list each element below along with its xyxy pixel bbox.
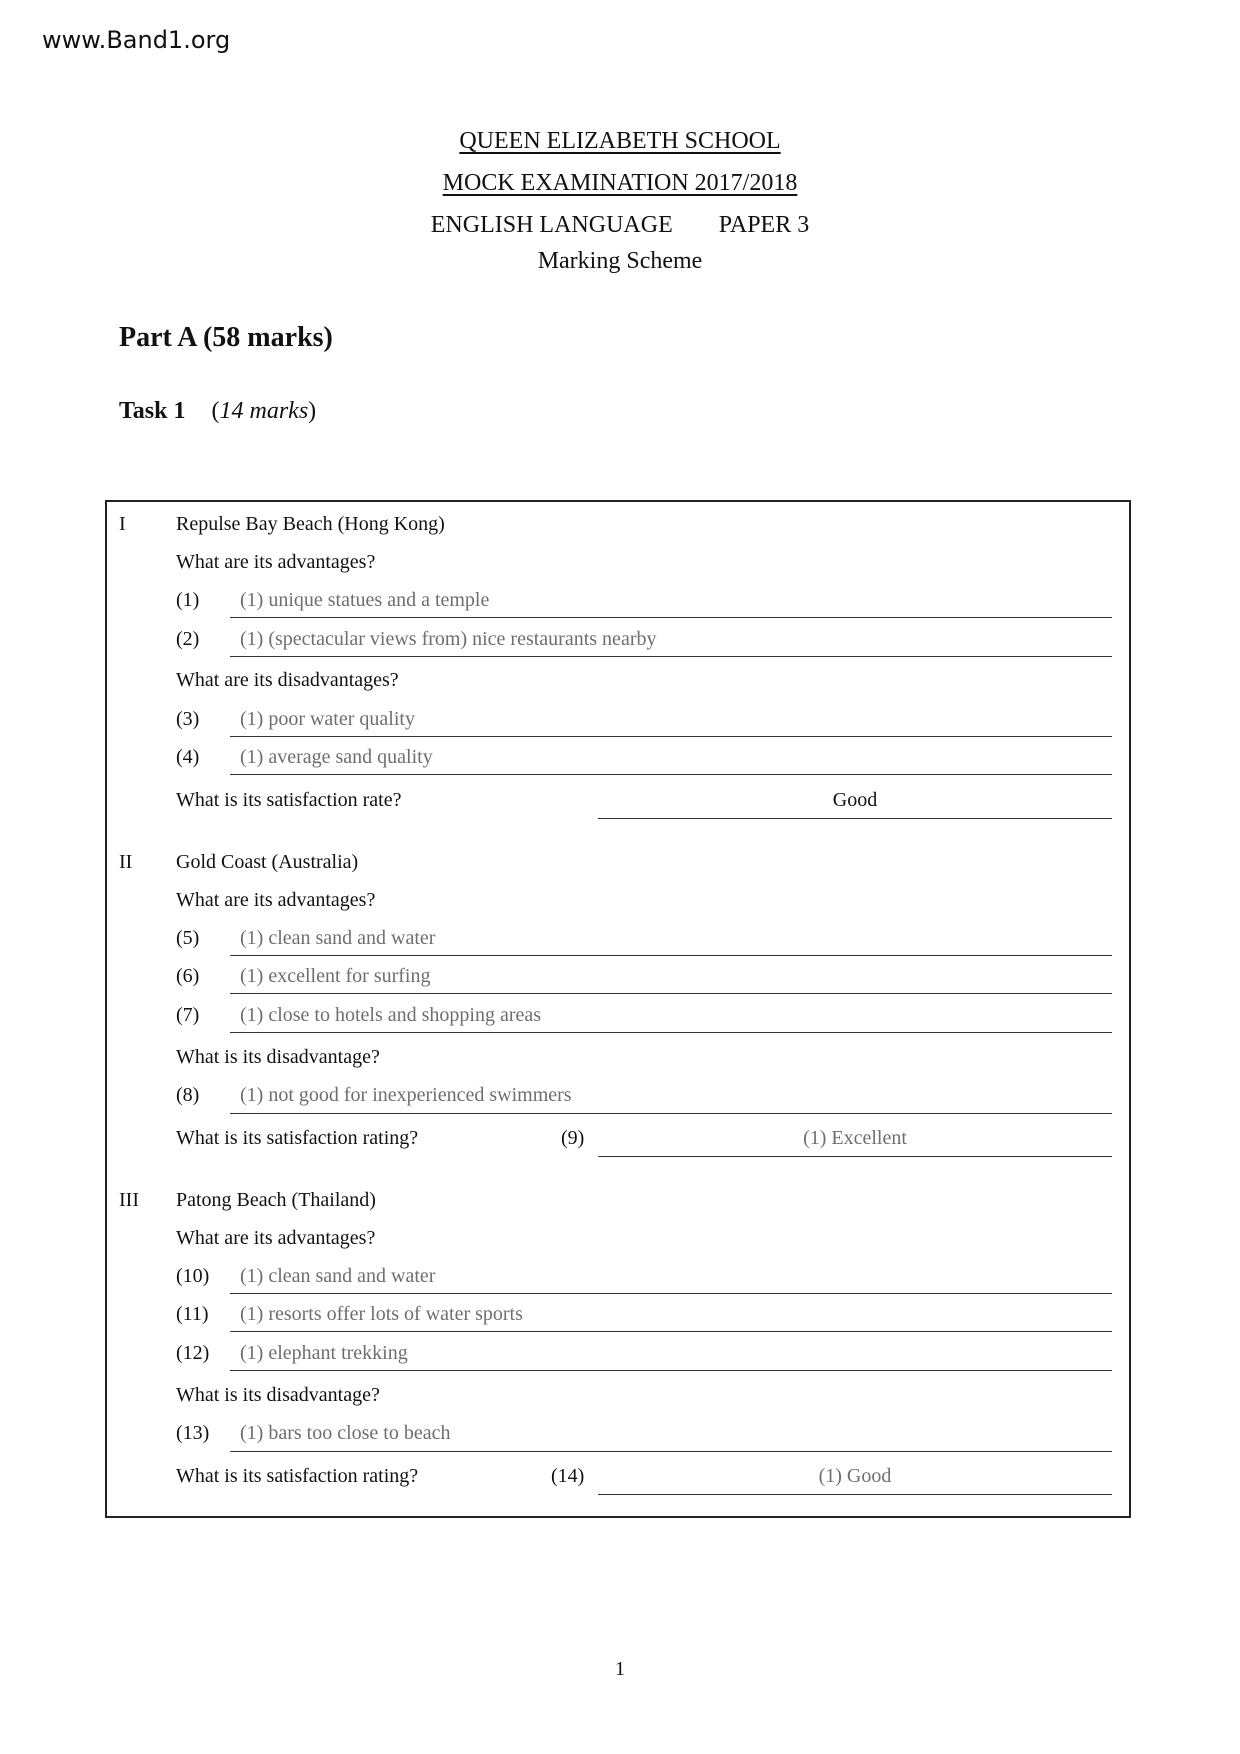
rating-line [598, 818, 1112, 819]
marking-scheme-title: Marking Scheme [537, 248, 703, 274]
item-number: (10) [176, 1265, 210, 1287]
paper-number: PAPER 3 [718, 212, 810, 238]
section-numeral: II [119, 851, 133, 873]
item-number: (5) [176, 927, 200, 949]
task-heading [119, 398, 316, 425]
subject-name: ENGLISH LANGUAGE [430, 212, 673, 238]
answer-line [230, 656, 1112, 657]
item-number: (4) [176, 746, 200, 768]
rating-answer: (1) Excellent [803, 1127, 907, 1149]
advantages-question: What are its advantages? [176, 889, 376, 911]
answer-line [230, 1113, 1112, 1114]
answer-text: (1) not good for inexperienced swimmers [240, 1084, 572, 1106]
answer-text: (1) clean sand and water [240, 927, 436, 949]
answer-line [230, 1293, 1112, 1294]
rating-question: What is its satisfaction rating? [176, 1127, 419, 1149]
disadvantages-question: What is its disadvantage? [176, 1046, 380, 1068]
item-number: (8) [176, 1084, 200, 1106]
answer-text: (1) excellent for surfing [240, 965, 431, 987]
section-name: Gold Coast (Australia) [176, 851, 359, 873]
answer-line [230, 1331, 1112, 1332]
item-number: (1) [176, 589, 200, 611]
section-numeral: I [119, 513, 126, 535]
item-number: (6) [176, 965, 200, 987]
answer-line [230, 1032, 1112, 1033]
disadvantages-question: What is its disadvantage? [176, 1384, 380, 1406]
rating-question: What is its satisfaction rating? [176, 1465, 419, 1487]
item-number: (12) [176, 1342, 210, 1364]
answer-text: (1) elephant trekking [240, 1342, 408, 1364]
part-heading: Part A (58 marks) [119, 322, 333, 353]
answer-line [230, 774, 1112, 775]
answer-text: (1) poor water quality [240, 708, 415, 730]
subject-line [0, 212, 1240, 239]
answer-text: (1) resorts offer lots of water sports [240, 1303, 523, 1325]
answer-line [230, 736, 1112, 737]
rating-line [598, 1494, 1112, 1495]
answer-line [230, 1370, 1112, 1371]
rating-number: (14) [551, 1465, 585, 1487]
answer-text: (1) clean sand and water [240, 1265, 436, 1287]
item-number: (3) [176, 708, 200, 730]
answer-line [230, 617, 1112, 618]
disadvantages-question: What are its disadvantages? [176, 669, 399, 691]
answer-line [230, 955, 1112, 956]
task-marks: (14 marks) [211, 398, 317, 424]
answer-text: (1) average sand quality [240, 746, 433, 768]
task-label: Task 1 [119, 398, 186, 424]
item-number: (2) [176, 628, 200, 650]
watermark-url: www.Band1.org [42, 26, 231, 54]
answer-text: (1) close to hotels and shopping areas [240, 1004, 542, 1026]
item-number: (13) [176, 1422, 210, 1444]
answer-text: (1) bars too close to beach [240, 1422, 451, 1444]
school-name: QUEEN ELIZABETH SCHOOL [459, 128, 781, 154]
answer-line [230, 1451, 1112, 1452]
answer-line [230, 993, 1112, 994]
rating-line [598, 1156, 1112, 1157]
item-number: (11) [176, 1303, 209, 1325]
section-name: Repulse Bay Beach (Hong Kong) [176, 513, 445, 535]
section-numeral: III [119, 1189, 139, 1211]
answer-text: (1) (spectacular views from) nice restaurants nearby [240, 628, 657, 650]
rating-answer: Good [832, 789, 878, 811]
exam-title: MOCK EXAMINATION 2017/2018 [442, 170, 798, 196]
rating-answer: (1) Good [818, 1465, 892, 1487]
rating-number: (9) [561, 1127, 585, 1149]
item-number: (7) [176, 1004, 200, 1026]
advantages-question: What are its advantages? [176, 551, 376, 573]
advantages-question: What are its advantages? [176, 1227, 376, 1249]
section-name: Patong Beach (Thailand) [176, 1189, 376, 1211]
page-number: 1 [615, 1658, 625, 1680]
rating-question: What is its satisfaction rate? [176, 789, 402, 811]
answer-text: (1) unique statues and a temple [240, 589, 490, 611]
